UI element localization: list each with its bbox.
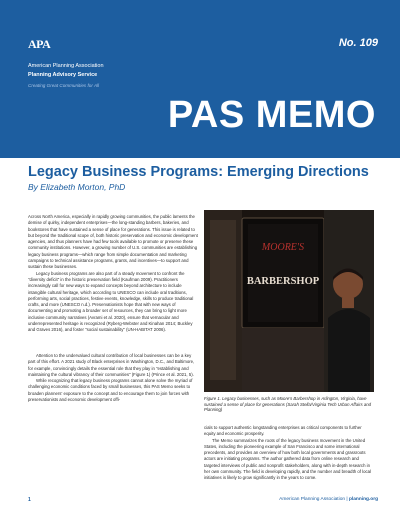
sign-barbershop: BARBERSHOP [246, 276, 320, 287]
paragraph: Attention to the undervalued cultural contribution of local businesses can be a key part of this effort. A 2021 study of Black enterprises in Washington, D.C., and Baltimore, for example, convincingly details the essential role that they play in "establishing and maintaining the cultural vibrancy of their communities" (Figure 1) (Prince et al. 2021, 5). [28, 353, 195, 377]
org-name: American Planning Association [28, 63, 104, 69]
sign-moores: MOORE'S [261, 242, 305, 253]
page-number: 1 [28, 497, 31, 503]
tagline: Creating Great Communities for All [28, 83, 100, 88]
paragraph: Legacy business programs are also part of a steady movement to confront the "diversity deficit" in the historic preservation field (Kaufman 2009). Practitioners increasingly call for new ways to expand concepts beyond architecture to include intangible cultural heritage, which according to UNESCO can include oral traditions, performing arts, social practices, festive events, knowledge, skills to produce traditional crafts, and more (UNESCO n.d.). Preservationists hope that with new ways of documenting and promoting a broader set of resources, they can bring to light more inclusive community narratives (Avrami et al. 2020), ensure that vernacular and underrepresented heritage is recognized (Ryberg-Webster and Kinahan 2014; Buckley and Graves 2016), and foster "social sustainability" (UN-HABITAT 2006). [28, 270, 194, 333]
body-column-left-top [28, 214, 198, 334]
body-column-right-bottom [204, 425, 374, 482]
paragraph: While recognizing that legacy business programs cannot alone solve the myriad of challenging economic conditions faced by small businesses, this PAS Memo seeks to broaden planners' exposure to the concept and to encourage them to join forces with preservationists and economic development offi- [28, 378, 193, 403]
apa-logo: APA [28, 37, 51, 51]
article-title: Legacy Business Programs: Emerging Directions [28, 164, 369, 180]
paragraph: cials to support authentic longstanding enterprises as critical components to further equity and economic prosperity. [204, 425, 362, 437]
issue-number: No. 109 [338, 37, 378, 49]
paragraph: Across North America, especially in rapidly growing communities, the public laments the demise of quirky, independent enterprises—the long-standing barbers, bakeries, and bookstores that have sustained a sense of place for generations. This issue is related to but beyond the traditional scope of, both historic preservation and economic development agencies, and thus planners have had few tools available to promote or preserve these community institutions. However, a growing number of U.S. communities are establishing legacy business programs—which range from simple documentation and marketing campaigns to technical assistance programs, grants, and incentives—to support and sustain these businesses. [28, 214, 198, 270]
figure-photo-barbershop [204, 210, 374, 392]
byline: By Elizabeth Morton, PhD [28, 182, 126, 192]
footer-org-name: American Planning Association | [279, 497, 349, 502]
footer-org [279, 497, 378, 502]
paragraph: The Memo summarizes the roots of the legacy business movement in the United States, including the pioneering example of San Francisco and some international precedents, and provides an overview of how both local governments and grassroots actors are initiating programs. The author gathered data from online research and targeted interviews of public and nonprofit stakeholders, along with in-depth research in her own community. The field is developing rapidly, and the number and breadth of local initiatives is likely to grow significantly in the years to come. [204, 437, 371, 481]
memo-title: PAS MEMO [167, 94, 376, 136]
body-column-left-bottom [28, 353, 198, 403]
figure-caption: Figure 1. Legacy businesses, such as Moore's Barbershop in Arlington, Virginia, have sustained a sense of place for generations (Sarah Stella/Virginia Tech Urban Affairs and Planning) [204, 396, 372, 413]
service-name: Planning Advisory Service [28, 72, 98, 78]
barbershop-photo-illustration [204, 210, 374, 392]
footer-site-link[interactable]: planning.org [348, 497, 378, 502]
masthead [0, 0, 400, 158]
